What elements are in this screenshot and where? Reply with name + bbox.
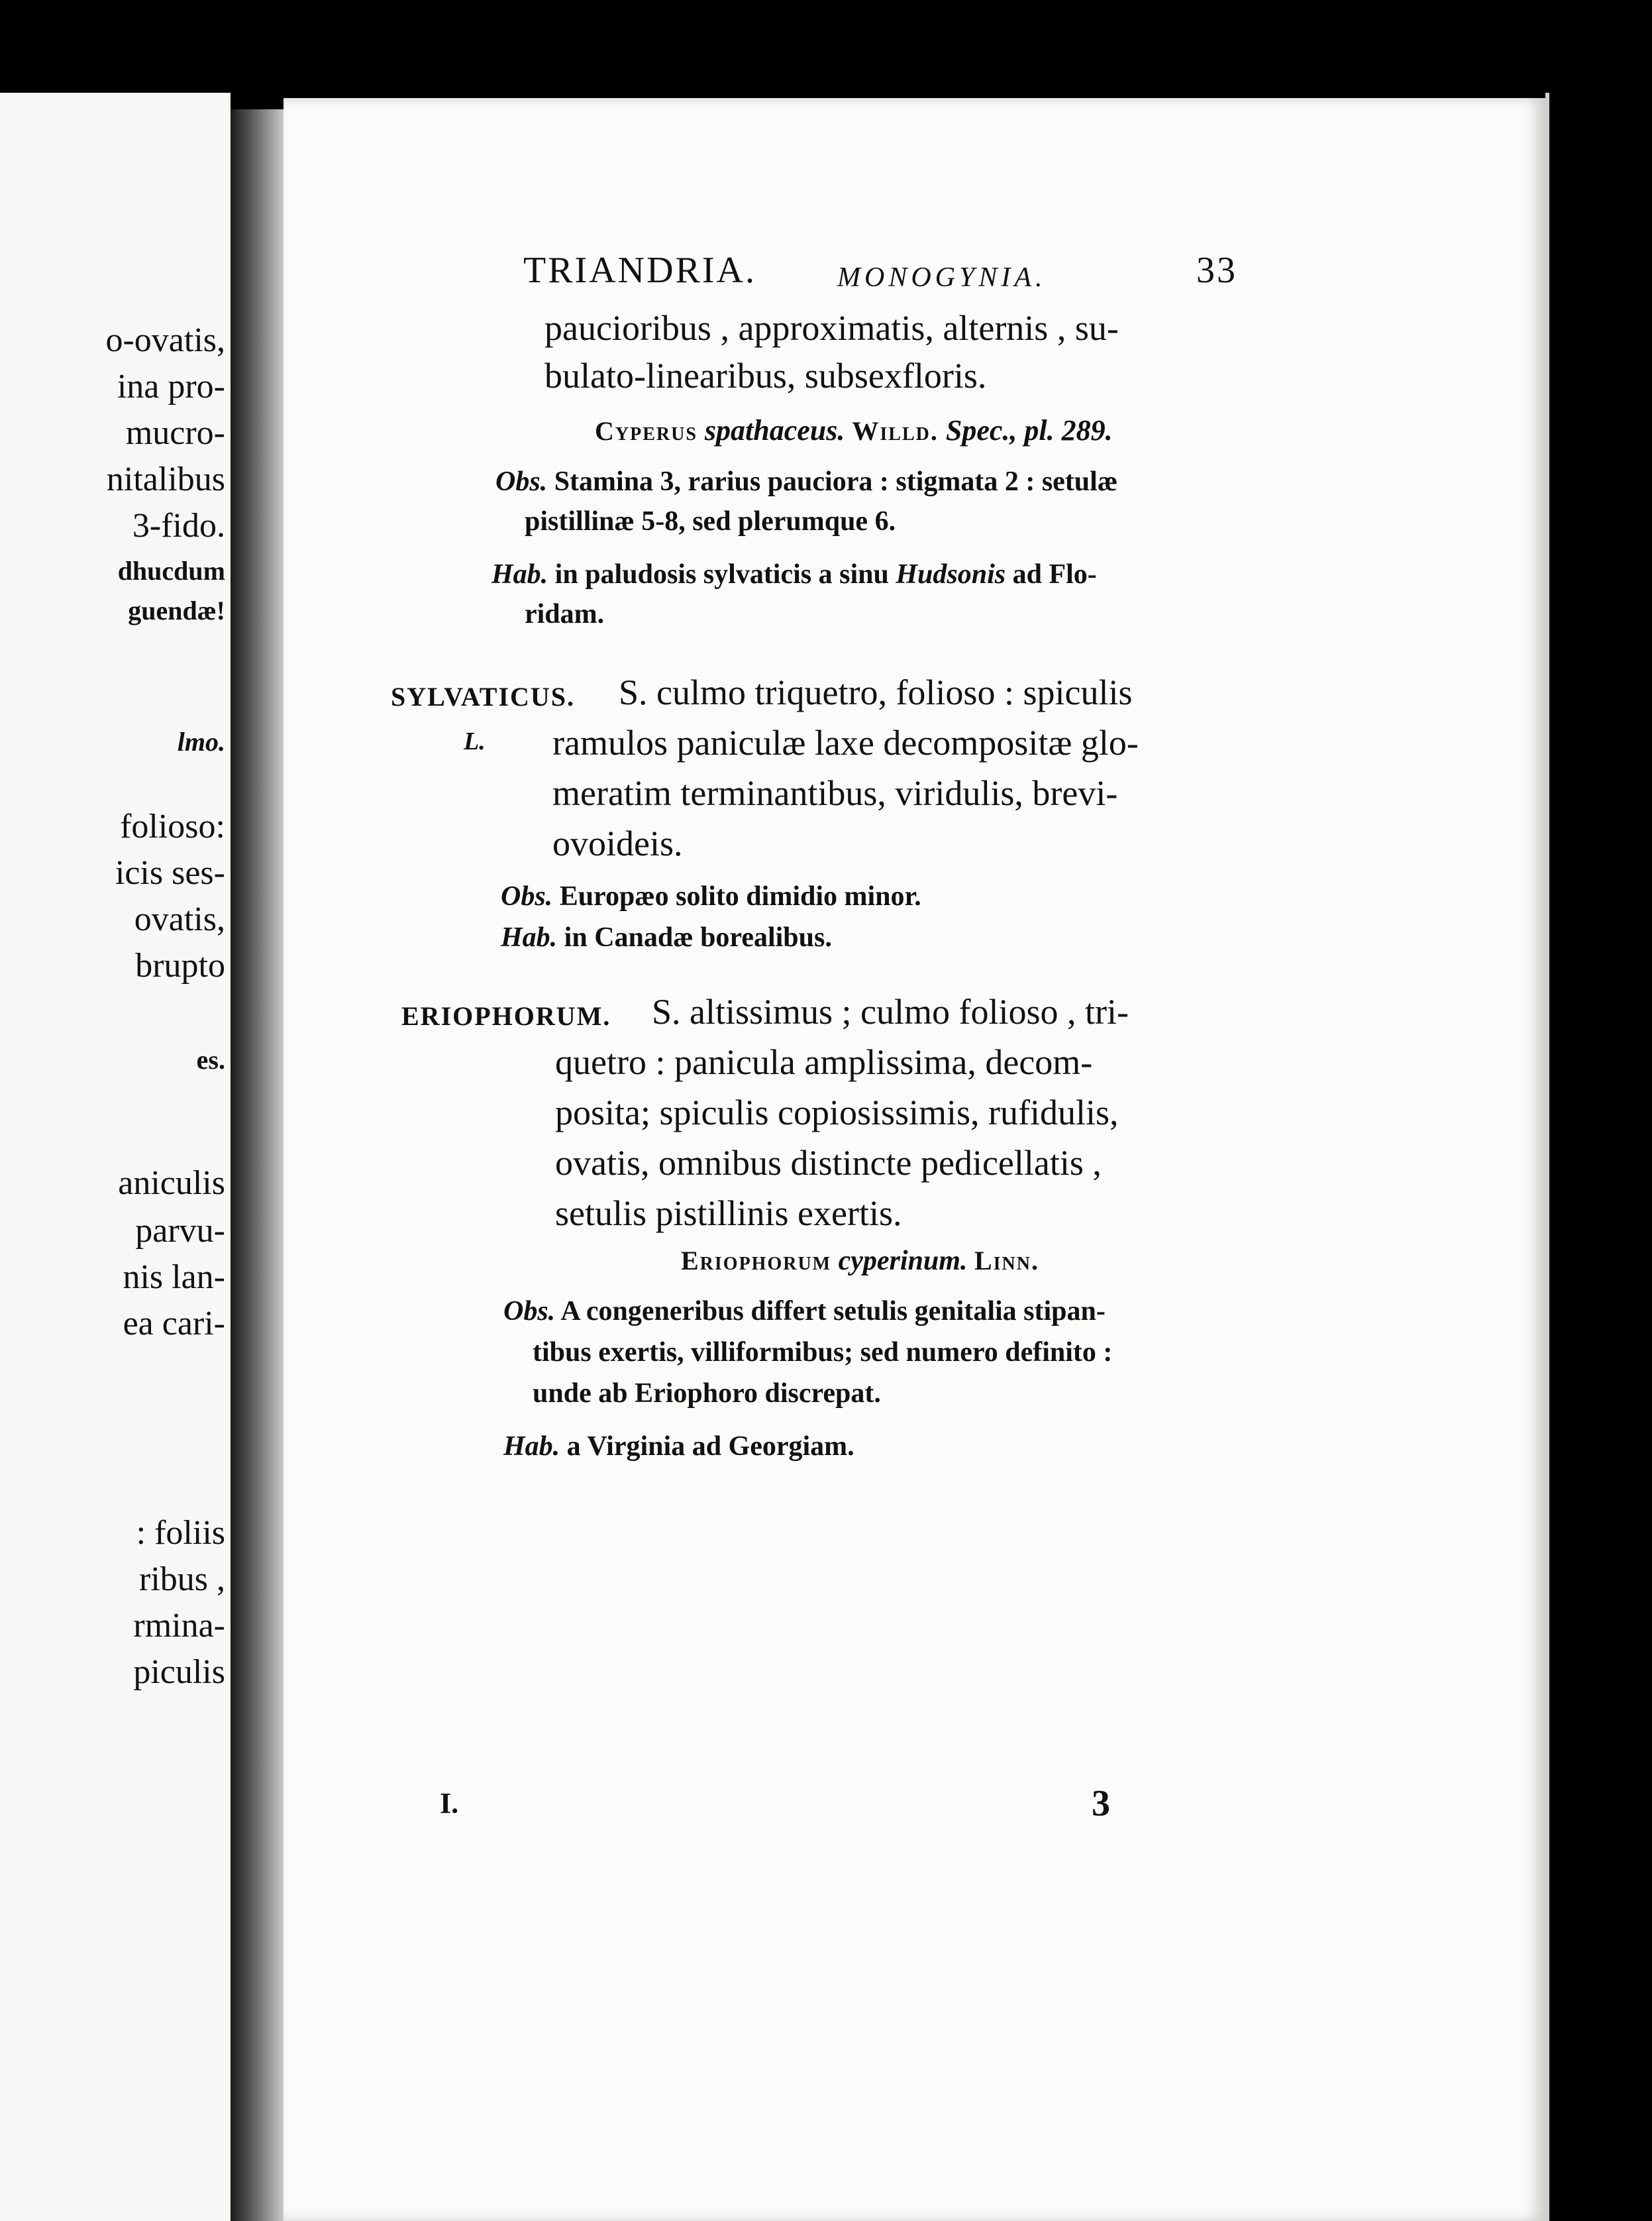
hab-text: ad Flo-: [1012, 559, 1097, 590]
description-line: bulato-linearibus, subsexfloris.: [544, 356, 987, 396]
left-line: icis ses-: [115, 854, 225, 892]
hab-note: [491, 561, 1097, 588]
left-line: folioso:: [120, 808, 225, 845]
left-line: o-ovatis,: [105, 321, 225, 359]
left-line: parvu-: [135, 1212, 225, 1250]
left-line: ovatis,: [134, 900, 225, 938]
page-number: 33: [1196, 250, 1237, 291]
left-line: es.: [196, 1045, 225, 1075]
hab-note: [501, 924, 832, 951]
synonym-species: cyperinum.: [838, 1246, 968, 1276]
description-line: ovoideis.: [552, 824, 683, 863]
obs-note: [495, 468, 1117, 496]
left-line: rmina-: [133, 1607, 225, 1645]
synonym-species: spathaceus.: [704, 414, 845, 447]
left-line: ribus ,: [139, 1560, 225, 1598]
synonym-genus: Cyperus: [595, 416, 697, 446]
obs-text: [533, 1380, 881, 1407]
description-line: ovatis, omnibus distincte pedicellatis ,: [555, 1143, 1102, 1183]
book-gutter-shadow: [231, 109, 285, 2221]
synonym-author: Willd.: [852, 416, 939, 446]
hab-label: Hab.: [491, 559, 548, 590]
hab-label: Hab.: [503, 1431, 560, 1462]
signature-mark-right: 3: [1092, 1783, 1110, 1824]
running-head-subtitle: MONOGYNIA.: [837, 262, 1047, 293]
left-line: nitalibus: [106, 460, 225, 498]
left-line: 3-fido.: [132, 507, 225, 545]
description-line: posita; spiculis copiosissimis, rufidulis,: [555, 1093, 1119, 1132]
description-line: meratim terminantibus, viridulis, brevi-: [552, 773, 1118, 813]
description-line: S. altissimus ; culmo folioso , tri-: [652, 992, 1129, 1032]
left-line: : foliis: [136, 1514, 225, 1552]
left-line: dhucdum: [117, 556, 225, 586]
synonym-cyperus-spathaceus: [595, 416, 1113, 445]
description-line: ramulos paniculæ laxe decompositæ glo-: [552, 723, 1139, 763]
description-line: setulis pistillinis exertis.: [555, 1193, 902, 1233]
left-line: ina pro-: [117, 368, 225, 406]
species-name-eriophorum: ERIOPHORUM.: [401, 1001, 611, 1031]
left-line: ea cari-: [123, 1305, 225, 1342]
hab-note: [503, 1433, 854, 1460]
obs-text: pistillinæ 5-8, sed plerumque 6.: [525, 506, 896, 537]
synonym-genus: Eriophorum: [681, 1246, 832, 1275]
left-line: guendæ!: [128, 596, 225, 625]
hab-text: a Virginia ad Georgiam.: [566, 1431, 854, 1462]
hab-text: in paludosis sylvaticis a sinu: [554, 559, 889, 590]
left-line: mucro-: [125, 414, 225, 452]
page-edge: [1545, 93, 1549, 2221]
left-page-fragment: [0, 93, 231, 2221]
obs-label: Obs.: [503, 1296, 556, 1327]
obs-text: A congeneribus differt setulis genitalia stipan-: [560, 1296, 1106, 1327]
description-line: quetro : panicula amplissima, decom-: [555, 1042, 1093, 1082]
hab-text-italic: Hudsonis: [896, 559, 1006, 590]
hab-label: Hab.: [501, 922, 558, 953]
synonym-author: Linn.: [974, 1246, 1039, 1275]
obs-text: tibus exertis, villiformibus; sed numero definito :: [533, 1337, 1113, 1368]
synonym-reference: Spec., pl. 289.: [945, 414, 1113, 447]
description-line: S. culmo triquetro, folioso : spiculis: [619, 673, 1133, 712]
running-head-subtitle-wrap: [837, 256, 1047, 293]
obs-text: Europæo solito dimidio minor.: [559, 881, 921, 912]
species-name-sylvaticus: SYLVATICUS.: [391, 682, 576, 712]
left-line: lmo.: [177, 727, 225, 757]
left-line: brupto: [135, 947, 225, 985]
left-line: nis lan-: [123, 1258, 225, 1296]
species-authority: L.: [464, 728, 486, 755]
obs-label: Obs.: [501, 881, 553, 912]
running-head-title: TRIANDRIA.: [523, 250, 756, 291]
signature-mark-left: I.: [440, 1787, 459, 1819]
obs-text-line: unde ab Eriophoro discrepat.: [533, 1378, 881, 1409]
hab-text: in Canadæ borealibus.: [564, 922, 832, 953]
obs-note: [503, 1297, 1106, 1325]
obs-label: Obs.: [495, 466, 548, 497]
hab-text: ridam.: [525, 599, 605, 629]
left-line: piculis: [133, 1653, 225, 1691]
obs-text: Stamina 3, rarius pauciora : stigmata 2 : setulæ: [554, 466, 1118, 497]
left-line: aniculis: [118, 1164, 225, 1202]
description-line: paucioribus , approximatis, alternis , su-: [544, 308, 1119, 348]
synonym-eriophorum-cyperinum: [681, 1247, 1039, 1275]
obs-note: [501, 883, 921, 910]
